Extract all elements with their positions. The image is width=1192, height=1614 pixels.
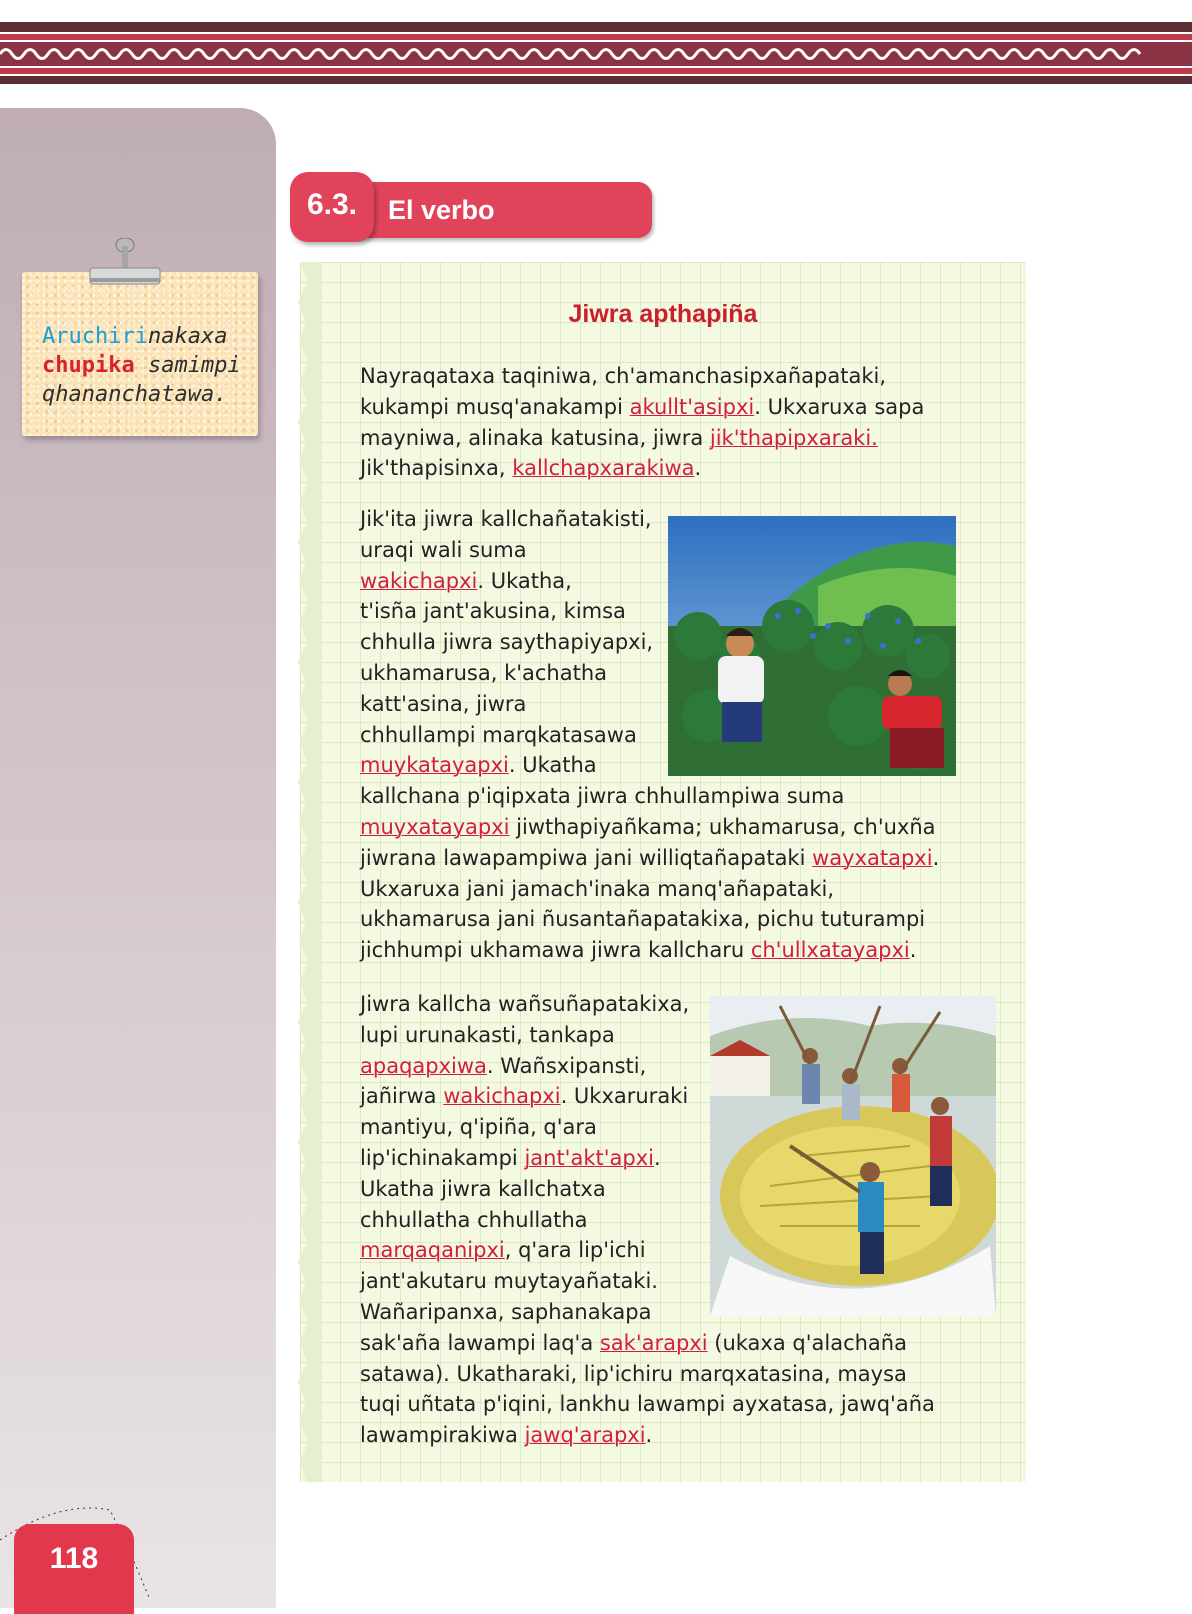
note-word-blue: Aruchiri — [42, 324, 148, 349]
section-title: El verbo — [388, 195, 495, 225]
text-line: ukhamarusa, k'achatha — [360, 660, 608, 685]
paragraph-3 — [360, 989, 935, 1451]
verb-keyword: jant'akt'apxi — [524, 1145, 654, 1170]
verb-keyword: muykatayapxi — [360, 753, 509, 778]
verb-keyword: wayxatapxi — [812, 845, 933, 870]
text-line: chhulla jiwra saythapiyapxi, — [360, 630, 654, 655]
verb-keyword: jik'thapipxaraki. — [709, 425, 878, 450]
text-line: Jiwra kallcha wañsuñapatakixa, — [360, 992, 690, 1016]
text-line: chhullampi marqkatasawa — [360, 722, 637, 747]
decorative-woven-band — [0, 20, 1192, 86]
text-line: kallchana p'iqipxata jiwra chhullampiwa suma — [360, 784, 845, 809]
text-line: Jik'thapisinxa, kallchapxarakiwa. — [360, 456, 702, 481]
text-line: Ukxaruxa jani jamach'inaka manq'añapataki, — [360, 876, 835, 901]
text-line: lupi urunakasti, tankapa — [360, 1022, 615, 1047]
text-line: lip'ichinakampi jant'akt'apxi. — [360, 1145, 661, 1170]
text-line: ukhamarusa jani ñusantañapatakixa, pichu tuturampi — [360, 907, 926, 932]
text-line: katt'asina, jiwra — [360, 691, 527, 716]
text-line: muyxatayapxi jiwthapiyañkama; ukhamarusa, ch'uxña — [360, 814, 936, 839]
text-line: apaqapxiwa. Wañsxipansti, — [360, 1053, 647, 1078]
verb-keyword: wakichapxi — [443, 1084, 561, 1109]
text-line: sak'aña lawampi laq'a sak'arapxi (ukaxa q'alachaña — [360, 1330, 907, 1355]
text-line: jichhumpi ukhamawa jiwra kallcharu ch'ullxatayapxi. — [360, 938, 917, 963]
paper-clip-icon — [86, 238, 164, 300]
text-line: t'isña jant'akusina, kimsa — [360, 599, 626, 624]
text-line: marqaqanipxi, q'ara lip'ichi — [360, 1238, 646, 1263]
text-line: satawa). Ukatharaki, lip'ichiru marqxatasina, maysa — [360, 1361, 907, 1386]
verb-keyword: ch'ullxatayapxi — [750, 938, 910, 963]
verb-keyword: wakichapxi — [360, 568, 478, 593]
text-line: Nayraqataxa taqiniwa, ch'amanchasipxañapataki, — [360, 364, 886, 388]
text-line: Jik'ita jiwra kallchañatakisti, — [360, 507, 652, 531]
section-number: 6.3. — [290, 172, 374, 242]
verb-keyword: akullt'asipxi — [629, 394, 755, 419]
text-line: uraqi wali suma — [360, 537, 527, 562]
verb-keyword: apaqapxiwa — [360, 1053, 487, 1078]
text-line: chhullatha chhullatha — [360, 1207, 588, 1232]
text-line: mantiyu, q'ipiña, q'ara — [360, 1115, 597, 1140]
text-line: wakichapxi. Ukatha, — [360, 568, 572, 593]
note-text: Aruchirinakaxa chupika samimpi qhananchatawa. — [42, 324, 241, 407]
note-word-red: chupika — [42, 353, 135, 378]
text-line: tuqi uñtata p'iqini, lankhu lawampi ayxatasa, jawq'aña — [360, 1392, 935, 1417]
text-line: jañirwa wakichapxi. Ukxaruraki — [360, 1084, 689, 1109]
verb-keyword: sak'arapxi — [599, 1330, 708, 1355]
verb-keyword: kallchapxarakiwa — [512, 456, 695, 481]
verb-keyword: muyxatayapxi — [360, 814, 510, 839]
torn-paper-edge — [294, 262, 322, 1482]
text-line: kukampi musq'anakampi akullt'asipxi. Ukxaruxa sapa — [360, 394, 925, 419]
text-line: Wañaripanxa, saphanakapa — [360, 1299, 652, 1324]
text-line: jiwrana lawapampiwa jani williqtañapataki wayxatapxi. — [360, 845, 940, 870]
text-line: Ukatha jiwra kallchatxa — [360, 1176, 606, 1201]
paragraph-1 — [360, 361, 924, 484]
reading-title: Jiwra apthapiña — [568, 300, 758, 328]
text-line: jant'akutaru muytayañataki. — [360, 1269, 658, 1294]
paragraph-2 — [360, 504, 939, 966]
text-line: mayniwa, alinaka katusina, jiwra jik'thapipxaraki. — [360, 425, 878, 450]
verb-keyword: jawq'arapxi — [524, 1423, 646, 1448]
verb-keyword: marqaqanipxi — [360, 1238, 505, 1263]
text-line: lawampirakiwa jawq'arapxi. — [360, 1423, 653, 1448]
text-line: muykatayapxi. Ukatha — [360, 753, 597, 778]
page-number: 118 — [14, 1524, 134, 1614]
